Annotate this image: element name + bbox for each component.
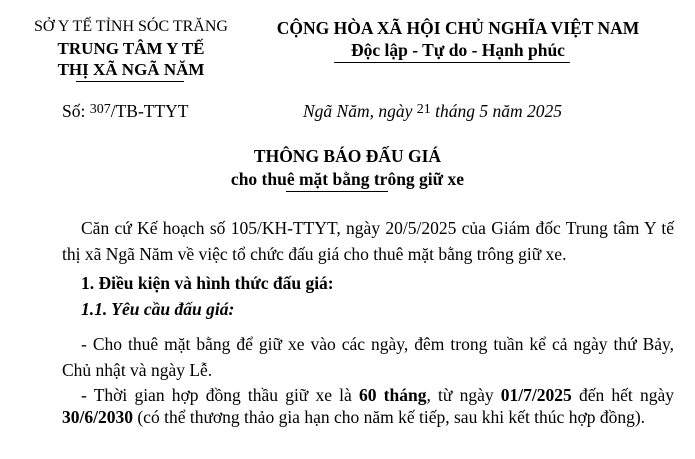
doc-title: THÔNG BÁO ĐẤU GIÁ [253, 146, 442, 166]
section-1-text: 1. Điều kiện và hình thức đấu giá: [81, 273, 334, 293]
doc-date-suffix: tháng 5 năm 2025 [435, 101, 562, 121]
doc-number-value: 307 [89, 102, 111, 117]
intro-paragraph [62, 215, 674, 267]
doc-date-prefix: Ngã Năm, ngày [303, 101, 413, 121]
item-2-end-date: 30/6/2030 [62, 407, 133, 427]
item-2-duration: 60 tháng [359, 385, 427, 405]
national-title: CỘNG HÒA XÃ HỘI CHỦ NGHĨA VIỆT NAM [276, 18, 640, 38]
agency-underline [76, 81, 184, 82]
doc-date-day: 21 [416, 102, 431, 117]
intro-text: Căn cứ Kế hoạch số 105/KH-TTYT, ngày 20/5/2025 của Giám đốc Trung tâm Y tế thị xã Ngã Năm về việc tổ chức đấu giá cho thuê mặt bằng trông giữ xe. [62, 218, 674, 264]
doc-number-suffix: /TB-TTYT [110, 101, 189, 121]
item-2-start-date: 01/7/2025 [500, 385, 572, 405]
item-2-text-a: - Thời gian hợp đồng thầu giữ xe là [81, 385, 359, 405]
item-1-text: - Cho thuê mặt bằng để giữ xe vào các ngày, đêm trong tuần kể cả ngày thứ Bảy, Chủ nhật và ngày Lễ. [62, 334, 674, 380]
item-1-paragraph [62, 331, 674, 383]
section-1-1-heading [62, 296, 674, 322]
agency-parent: SỞ Y TẾ TỈNH SÓC TRĂNG [34, 18, 228, 35]
motto-underline [334, 62, 570, 63]
agency-name: TRUNG TÂM Y TẾ [57, 39, 205, 58]
section-1-heading [62, 270, 674, 296]
section-1-1-text: 1.1. Yêu cầu đấu giá: [81, 299, 235, 319]
item-2-text-g: (có thể thương thảo gia hạn cho năm kế tiếp, sau khi kết thúc hợp đồng). [132, 407, 646, 427]
national-motto: Độc lập - Tự do - Hạnh phúc [351, 40, 565, 60]
doc-number-label: Số: [62, 101, 86, 121]
item-2-text-c: , từ ngày [426, 385, 501, 405]
doc-number [62, 101, 189, 122]
agency-location: THỊ XÃ NGÃ NĂM [57, 60, 205, 79]
title-underline [286, 191, 388, 192]
doc-subtitle: cho thuê mặt bằng trông giữ xe [230, 169, 465, 189]
item-2-paragraph [62, 384, 674, 428]
item-2-text-e: đến hết ngày [571, 385, 674, 405]
doc-date [303, 101, 562, 122]
